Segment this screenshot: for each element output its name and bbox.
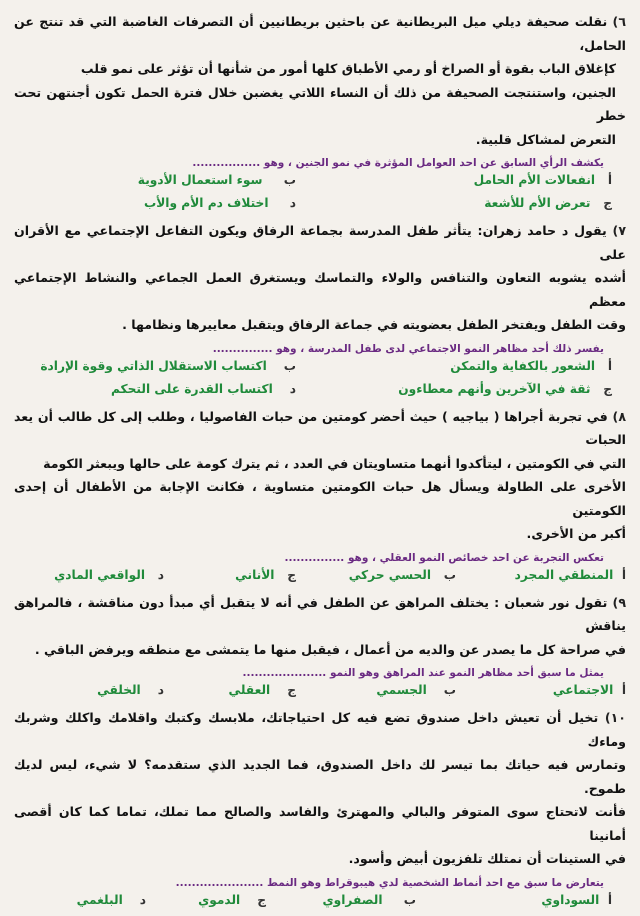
question-text-line: التي في الكومتين ، ليتأكدوا أنهما متساويتان في العدد ، ثم يترك كومة على حالها ويبعثر الكومة bbox=[43, 455, 626, 471]
question-8 bbox=[14, 405, 626, 546]
option-d[interactable]: د اكتساب القدرة على التحكم bbox=[110, 381, 296, 396]
option-c[interactable]: ج تعرض الأم للأشعة bbox=[484, 196, 612, 210]
option-a[interactable]: أ المنطقي المجرد bbox=[514, 567, 626, 582]
question-text-line: تقول نور شعبان : يختلف المراهق عن الطفل في أنه لا يتقبل أي مبدأ دون مناقشة ، فالمراهق يناقش bbox=[14, 594, 626, 633]
question-text-line: التعرض لمشاكل قلبية. bbox=[475, 131, 616, 147]
question-text-line: نقلت صحيفة ديلي ميل البريطانية عن باحثين بريطانيين أن التصرفات الغاضبة التي قد تنتج عن الحامل، bbox=[14, 14, 626, 53]
question-text-line: كإغلاق الباب بقوة أو الصراخ أو رمي الأطباق كلها أمور من شأنها أن تؤثر على نمو قلب bbox=[80, 61, 616, 76]
option-c[interactable]: ج الدموي bbox=[198, 892, 266, 907]
option-a[interactable]: أ السوداوي bbox=[541, 892, 612, 907]
question-text-line: وقت الطفل ويفتخر الطفل بعضويته في جماعة الرفاق ويتقبل معاييرها ونظامها . bbox=[122, 317, 626, 332]
question-text-line: أكبر من الأخرى. bbox=[526, 526, 626, 541]
question-prompt: تعكس التجربة عن احد خصائص النمو العقلي ، وهو ............... bbox=[284, 551, 604, 564]
options-row bbox=[14, 683, 626, 706]
question-text-line: يقول د حامد زهران: يتأثر طفل المدرسة بجماعة الرفاق ويكون التفاعل الإجتماعي مع الأقران على bbox=[14, 223, 626, 262]
option-b[interactable]: ب الصفراوي bbox=[322, 892, 416, 907]
options-row bbox=[14, 893, 626, 916]
question-7 bbox=[14, 219, 626, 337]
question-prompt: يتعارض ما سبق مع احد أنماط الشخصية لدي هيبوقراط وهو النمط ...................... bbox=[175, 876, 604, 889]
question-text-line: في تجربة أجراها ( بياجيه ) حيث أحضر كومتين من حبات الفاصوليا ، وطلب إلى كل طالب أن يعد الحبات bbox=[14, 408, 626, 447]
option-c[interactable]: ج العقلي bbox=[228, 683, 296, 697]
option-c[interactable]: ج الأناني bbox=[235, 567, 296, 582]
option-d[interactable]: د البلغمي bbox=[76, 892, 146, 907]
option-a[interactable]: أ انفعالات الأم الحامل bbox=[473, 173, 612, 187]
question-number: ١٠) bbox=[604, 710, 626, 725]
option-a[interactable]: أ الشعور بالكفاية والتمكن bbox=[450, 358, 612, 373]
question-text-line: في صراحة كل ما يصدر عن والديه من أعمال ، فيقبل منها ما يتمشى مع منطقه ويرفض الباقي . bbox=[34, 641, 626, 657]
question-text-line: الأخرى على الطاولة ويسأل هل حبات الكومتين متساوية ، فكانت الإجابة من الأطفال أن إحدى الكومتين bbox=[14, 479, 626, 518]
option-b[interactable]: ب اكتساب الاستقلال الذاتي وقوة الإرادة bbox=[40, 358, 296, 373]
question-number: ٩) bbox=[612, 594, 626, 610]
question-text-line: في الستينات أن نمتلك تلفزيون أبيض وأسود. bbox=[348, 851, 626, 866]
options-row-2 bbox=[14, 382, 626, 405]
option-d[interactable]: د الواقعي المادي bbox=[54, 567, 164, 582]
question-number: ٨) bbox=[612, 408, 626, 424]
option-b[interactable]: ب سوء استعمال الأدوية bbox=[137, 173, 296, 187]
options-row-1 bbox=[14, 359, 626, 382]
question-6 bbox=[14, 10, 626, 151]
question-10 bbox=[14, 706, 626, 871]
question-9 bbox=[14, 591, 626, 662]
option-b[interactable]: ب الجسمي bbox=[376, 683, 456, 697]
question-text-line: فأنت لاتحتاج سوى المتوفر والبالي والمهترئ والفاسد والصالح مما تملك، تماما كما كان أقصى أمانينا bbox=[14, 804, 626, 843]
option-a[interactable]: أ الاجتماعي bbox=[552, 683, 626, 697]
question-number: ٦) bbox=[612, 14, 626, 29]
option-d[interactable]: د اختلاف دم الأم والأب bbox=[143, 196, 296, 210]
question-number: ٧) bbox=[612, 223, 626, 238]
question-text-line: وتمارس فيه حياتك بما تيسر لك داخل الصندوق، فما الجديد الذي ستقدمه؟ لا شيء، ليس لديك طموح. bbox=[14, 757, 626, 796]
option-d[interactable]: د الخلقي bbox=[97, 683, 164, 697]
question-text-line: الجنين، واستنتجت الصحيفة من ذلك أن النساء اللاتي يغضبن خلال فترة الحمل تكون أجنتهن تحت خطر bbox=[14, 84, 626, 123]
question-prompt: يمثل ما سبق أحد مظاهر النمو عند المراهق وهو النمو ..................... bbox=[242, 667, 604, 679]
options-row bbox=[14, 568, 626, 591]
option-c[interactable]: ج ثقة في الآخرين وأنهم معطاءون bbox=[398, 381, 612, 396]
question-prompt: يفسر ذلك أحد مظاهر النمو الاجتماعي لدى طفل المدرسة ، وهو ............... bbox=[212, 342, 604, 355]
option-b[interactable]: ب الحسي حركي bbox=[348, 567, 456, 582]
options-row-1 bbox=[14, 173, 626, 196]
question-prompt: يكشف الرأي السابق عن احد العوامل المؤثرة في نمو الجنين ، وهو ................. bbox=[192, 157, 604, 169]
question-text-line: تخيل أن تعيش داخل صندوق تضع فيه كل احتياجاتك، ملابسك وكتبك واقلامك واكلك وشربك وماءك bbox=[14, 710, 626, 749]
question-text-line: أشده يشوبه التعاون والتنافس والولاء والتماسك ويستغرق العمل الجماعي والنشاط الإجتماعي معظم bbox=[14, 270, 626, 309]
options-row-2 bbox=[14, 196, 626, 219]
